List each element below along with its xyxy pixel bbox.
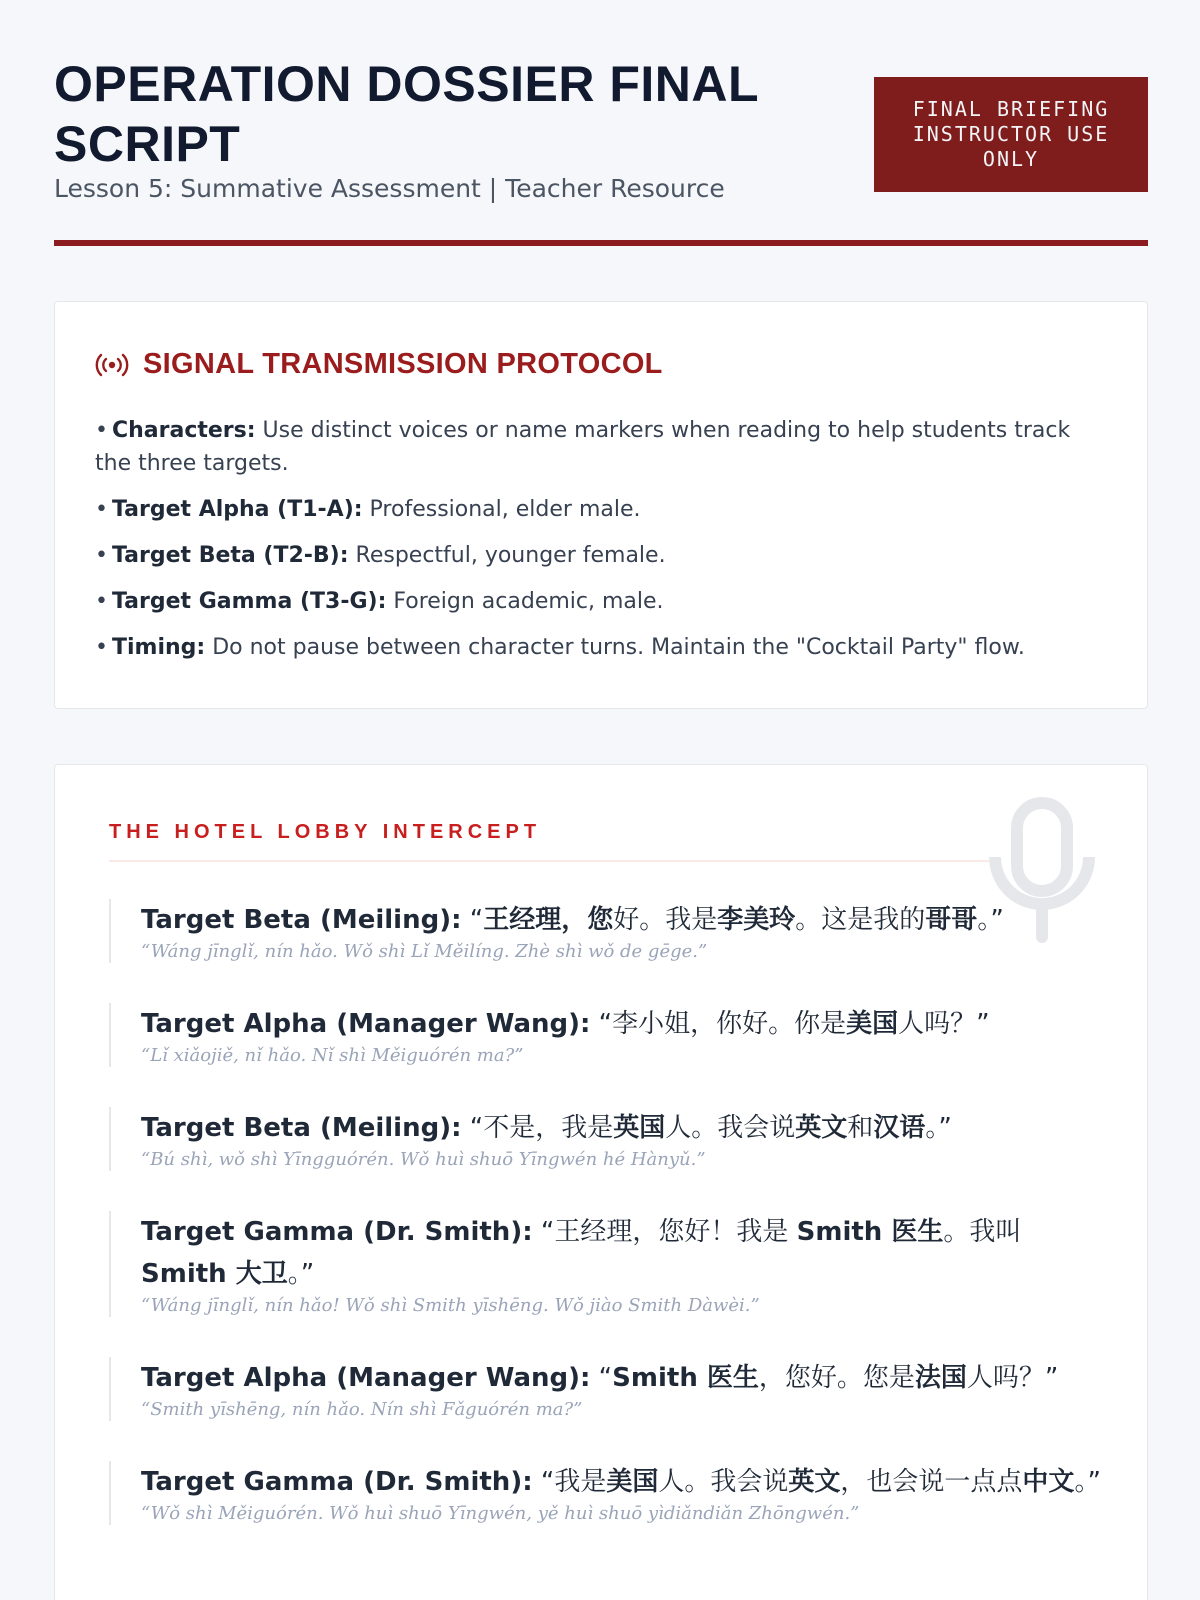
- pinyin-transcription: “Lǐ xiǎojiě, nǐ hǎo. Nǐ shì Měiguórén ma?”: [141, 1045, 524, 1066]
- dialogue-fragment: 。”: [925, 1113, 952, 1143]
- bullet-icon: •: [95, 589, 108, 614]
- dialogue-line: [109, 1461, 1109, 1525]
- protocol-list: [95, 414, 1105, 677]
- dialogue-line: [109, 1357, 1109, 1421]
- dialogue-text: [141, 1357, 1109, 1399]
- highlighted-term: 英国: [613, 1113, 666, 1143]
- dialogue-fragment: 人吗？”: [966, 1363, 1059, 1393]
- dialogue-line: [109, 899, 1109, 963]
- dialogue-text: [141, 1461, 1109, 1503]
- page-header: [54, 50, 1148, 246]
- dialogue-fragment: ，您好。您是: [758, 1363, 915, 1393]
- highlighted-term: 汉语: [873, 1113, 926, 1143]
- dialogue-lines: [109, 899, 1109, 1565]
- speaker-name: Target Alpha (Manager Wang):: [141, 1363, 591, 1393]
- protocol-item: [95, 631, 1105, 664]
- protocol-item-label: Target Alpha (T1-A):: [111, 497, 363, 522]
- dialogue-fragment: ，也会说一点点: [840, 1467, 1023, 1497]
- dialogue-fragment: “李小姐，你好。你是: [598, 1009, 847, 1039]
- protocol-item-text: Use distinct voices or name markers when reading to help students track the three targets.: [95, 418, 1071, 476]
- protocol-title: SIGNAL TRANSMISSION PROTOCOL: [143, 348, 663, 380]
- dialogue-fragment: “我是: [540, 1467, 607, 1497]
- dialogue-fragment: 。”: [287, 1259, 315, 1289]
- protocol-item-label: Target Beta (T2-B):: [111, 543, 349, 568]
- protocol-item: [95, 585, 1105, 618]
- protocol-item: [95, 539, 1105, 572]
- highlighted-term: 李美玲: [717, 905, 796, 935]
- page-subtitle: Lesson 5: Summative Assessment | Teacher Resource: [54, 174, 725, 203]
- highlighted-term: 哥哥: [925, 905, 978, 935]
- pinyin-transcription: “Bú shì, wǒ shì Yīngguórén. Wǒ huì shuō Yīngwén hé Hànyǔ.”: [141, 1149, 706, 1170]
- protocol-item: [95, 414, 1105, 480]
- dialogue-text: [141, 899, 1109, 941]
- dialogue-fragment: 。我叫: [943, 1217, 1022, 1247]
- page-title: OPERATION DOSSIER FINAL SCRIPT: [54, 56, 759, 172]
- instructor-stamp: FINAL BRIEFING INSTRUCTOR USE ONLY: [874, 77, 1148, 192]
- speaker-name: Target Beta (Meiling):: [141, 1113, 462, 1143]
- highlighted-term: 美国: [606, 1467, 659, 1497]
- protocol-item-label: Target Gamma (T3-G):: [111, 589, 387, 614]
- dialogue-text: [141, 1211, 1109, 1295]
- highlighted-term: 英文: [795, 1113, 848, 1143]
- script-card: [54, 764, 1148, 1600]
- dialogue-line: [109, 1107, 1109, 1171]
- speaker-name: Target Beta (Meiling):: [141, 905, 462, 935]
- dialogue-fragment: 。”: [977, 905, 1004, 935]
- dialogue-fragment: 好。我是: [613, 905, 718, 935]
- protocol-item-label: Timing:: [111, 635, 206, 660]
- highlighted-term: Smith 医生: [796, 1217, 944, 1247]
- dialogue-fragment: “: [598, 1363, 613, 1393]
- highlighted-term: 王经理，您: [483, 905, 614, 935]
- dialogue-fragment: 和: [847, 1113, 874, 1143]
- protocol-item-text: Do not pause between character turns. Maintain the "Cocktail Party" flow.: [205, 635, 1025, 660]
- protocol-header: [95, 348, 663, 381]
- highlighted-term: 美国: [846, 1009, 899, 1039]
- bullet-icon: •: [95, 497, 108, 522]
- dialogue-text: [141, 1107, 1109, 1149]
- highlighted-term: Smith 大卫: [141, 1259, 288, 1289]
- bullet-icon: •: [95, 543, 108, 568]
- pinyin-transcription: “Wáng jīnglǐ, nín hǎo! Wǒ shì Smith yīshēng. Wǒ jiào Smith Dàwèi.”: [141, 1295, 760, 1316]
- dialogue-line: [109, 1211, 1109, 1317]
- protocol-item-text: Professional, elder male.: [362, 497, 641, 522]
- dialogue-fragment: 。”: [1074, 1467, 1101, 1497]
- bullet-icon: •: [95, 635, 108, 660]
- protocol-item-label: Characters:: [111, 418, 256, 443]
- dialogue-text: [141, 1003, 1109, 1045]
- dialogue-line: [109, 1003, 1109, 1067]
- section-label: THE HOTEL LOBBY INTERCEPT: [109, 821, 989, 862]
- dialogue-fragment: “不是，我是: [469, 1113, 614, 1143]
- bullet-icon: •: [95, 418, 108, 443]
- highlighted-term: 法国: [914, 1363, 967, 1393]
- dialogue-fragment: 人。我会说: [665, 1113, 796, 1143]
- speaker-name: Target Alpha (Manager Wang):: [141, 1009, 591, 1039]
- highlighted-term: Smith 医生: [612, 1363, 759, 1393]
- dialogue-fragment: 人。我会说: [658, 1467, 789, 1497]
- highlighted-term: 英文: [788, 1467, 841, 1497]
- pinyin-transcription: “Smith yīshēng, nín hǎo. Nín shì Fǎguórén ma?”: [141, 1399, 583, 1420]
- dialogue-fragment: “王经理，您好！我是: [540, 1217, 797, 1247]
- protocol-item-text: Respectful, younger female.: [348, 543, 666, 568]
- pinyin-transcription: “Wáng jīnglǐ, nín hǎo. Wǒ shì Lǐ Měilíng. Zhè shì wǒ de gēge.”: [141, 941, 708, 962]
- speaker-name: Target Gamma (Dr. Smith):: [141, 1467, 533, 1497]
- speaker-name: Target Gamma (Dr. Smith):: [141, 1217, 533, 1247]
- protocol-item-text: Foreign academic, male.: [386, 589, 664, 614]
- dialogue-fragment: 人吗？”: [898, 1009, 990, 1039]
- dialogue-fragment: “: [469, 905, 484, 935]
- dialogue-fragment: 。这是我的: [795, 905, 926, 935]
- pinyin-transcription: “Wǒ shì Měiguórén. Wǒ huì shuō Yīngwén, yě huì shuō yìdiǎndiǎn Zhōngwén.”: [141, 1503, 860, 1524]
- protocol-item: [95, 493, 1105, 526]
- highlighted-term: 中文: [1022, 1467, 1075, 1497]
- protocol-card: [54, 301, 1148, 709]
- signal-icon: [95, 353, 129, 377]
